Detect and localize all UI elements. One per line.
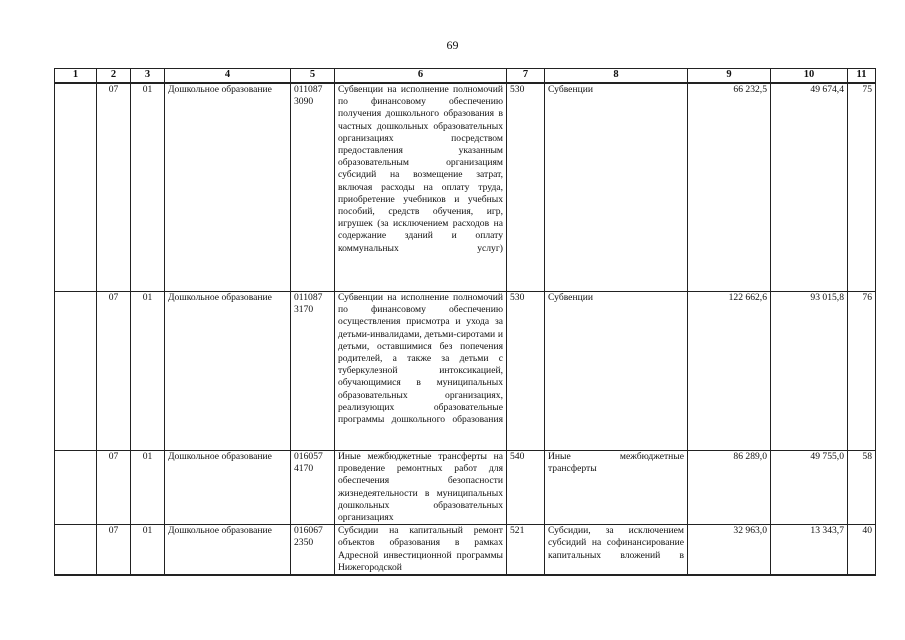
cell-expense-type-name: Иные межбюджетные трансферты [545, 451, 688, 525]
cell-subsection: 01 [131, 83, 165, 292]
cell-empty [55, 525, 97, 575]
cell-percent: 76 [848, 292, 876, 451]
column-header-1: 1 [55, 69, 97, 84]
cell-target-code: 011087 3170 [291, 292, 335, 451]
cell-section-name: Дошкольное образование [165, 83, 291, 292]
table-row [55, 451, 876, 525]
cell-expense-type: 540 [507, 451, 545, 525]
cell-amount-plan: 32 963,0 [688, 525, 771, 575]
column-header-2: 2 [97, 69, 131, 84]
column-header-3: 3 [131, 69, 165, 84]
cell-percent: 40 [848, 525, 876, 575]
table-header-row [55, 69, 876, 84]
cell-section: 07 [97, 292, 131, 451]
cell-subsection: 01 [131, 451, 165, 525]
cell-subsection: 01 [131, 525, 165, 575]
cell-amount-plan: 122 662,6 [688, 292, 771, 451]
cell-amount-plan: 86 289,0 [688, 451, 771, 525]
column-header-7: 7 [507, 69, 545, 84]
cell-empty [55, 451, 97, 525]
cell-expense-type-name: Субвенции [545, 292, 688, 451]
column-header-8: 8 [545, 69, 688, 84]
cell-section-name: Дошкольное образование [165, 292, 291, 451]
cell-empty [55, 292, 97, 451]
column-header-4: 4 [165, 69, 291, 84]
cell-description: Субвенции на исполнение полномочий по финансовому обеспечению получения дошкольного образования в частных дошкольных образовательных организациях посредством предоставления указанным образовательным организациям субсидий на возмещение затрат, включая расходы на оплату труда, приобретение учебников и учебных пособий, средств обучения, игр, игрушек (за исключением расходов на содержание зданий и оплату коммунальных услуг) [335, 83, 507, 292]
cell-empty [55, 83, 97, 292]
cell-expense-type: 530 [507, 292, 545, 451]
cell-expense-type-name: Субвенции [545, 83, 688, 292]
cell-description: Субвенции на исполнение полномочий по финансовому обеспечению осуществления присмотра и ухода за детьми-инвалидами, детьми-сиротами и детьми, оставшимися без попечения родителей, а также за детьми с туберкулезной интоксикацией, обучающимися в муниципальных образовательных организациях, реализующих образовательные программы дошкольного образования [335, 292, 507, 451]
cell-section-name: Дошкольное образование [165, 451, 291, 525]
cell-section: 07 [97, 83, 131, 292]
cell-amount-actual: 49 674,4 [771, 83, 848, 292]
cell-section: 07 [97, 525, 131, 575]
budget-table [54, 68, 876, 576]
table-row [55, 525, 876, 575]
cell-description: Субсидии на капитальный ремонт объектов образования в рамках Адресной инвестиционной программы Нижегородской [335, 525, 507, 575]
cell-section: 07 [97, 451, 131, 525]
cell-expense-type: 521 [507, 525, 545, 575]
column-header-9: 9 [688, 69, 771, 84]
column-header-10: 10 [771, 69, 848, 84]
column-header-11: 11 [848, 69, 876, 84]
column-header-5: 5 [291, 69, 335, 84]
cell-section-name: Дошкольное образование [165, 525, 291, 575]
table-row [55, 83, 876, 292]
cell-percent: 75 [848, 83, 876, 292]
table-row [55, 292, 876, 451]
cell-target-code: 016057 4170 [291, 451, 335, 525]
page-number: 69 [446, 38, 459, 52]
cell-target-code: 011087 3090 [291, 83, 335, 292]
cell-amount-actual: 13 343,7 [771, 525, 848, 575]
cell-subsection: 01 [131, 292, 165, 451]
cell-amount-actual: 93 015,8 [771, 292, 848, 451]
column-header-6: 6 [335, 69, 507, 84]
cell-expense-type: 530 [507, 83, 545, 292]
cell-amount-actual: 49 755,0 [771, 451, 848, 525]
cell-expense-type-name: Субсидии, за исключением субсидий на софинансирование капитальных вложений в [545, 525, 688, 575]
cell-amount-plan: 66 232,5 [688, 83, 771, 292]
cell-percent: 58 [848, 451, 876, 525]
cell-description: Иные межбюджетные трансферты на проведение ремонтных работ для обеспечения безопасности жизнедеятельности в муниципальных дошкольных образовательных организациях [335, 451, 507, 525]
cell-target-code: 016067 2350 [291, 525, 335, 575]
